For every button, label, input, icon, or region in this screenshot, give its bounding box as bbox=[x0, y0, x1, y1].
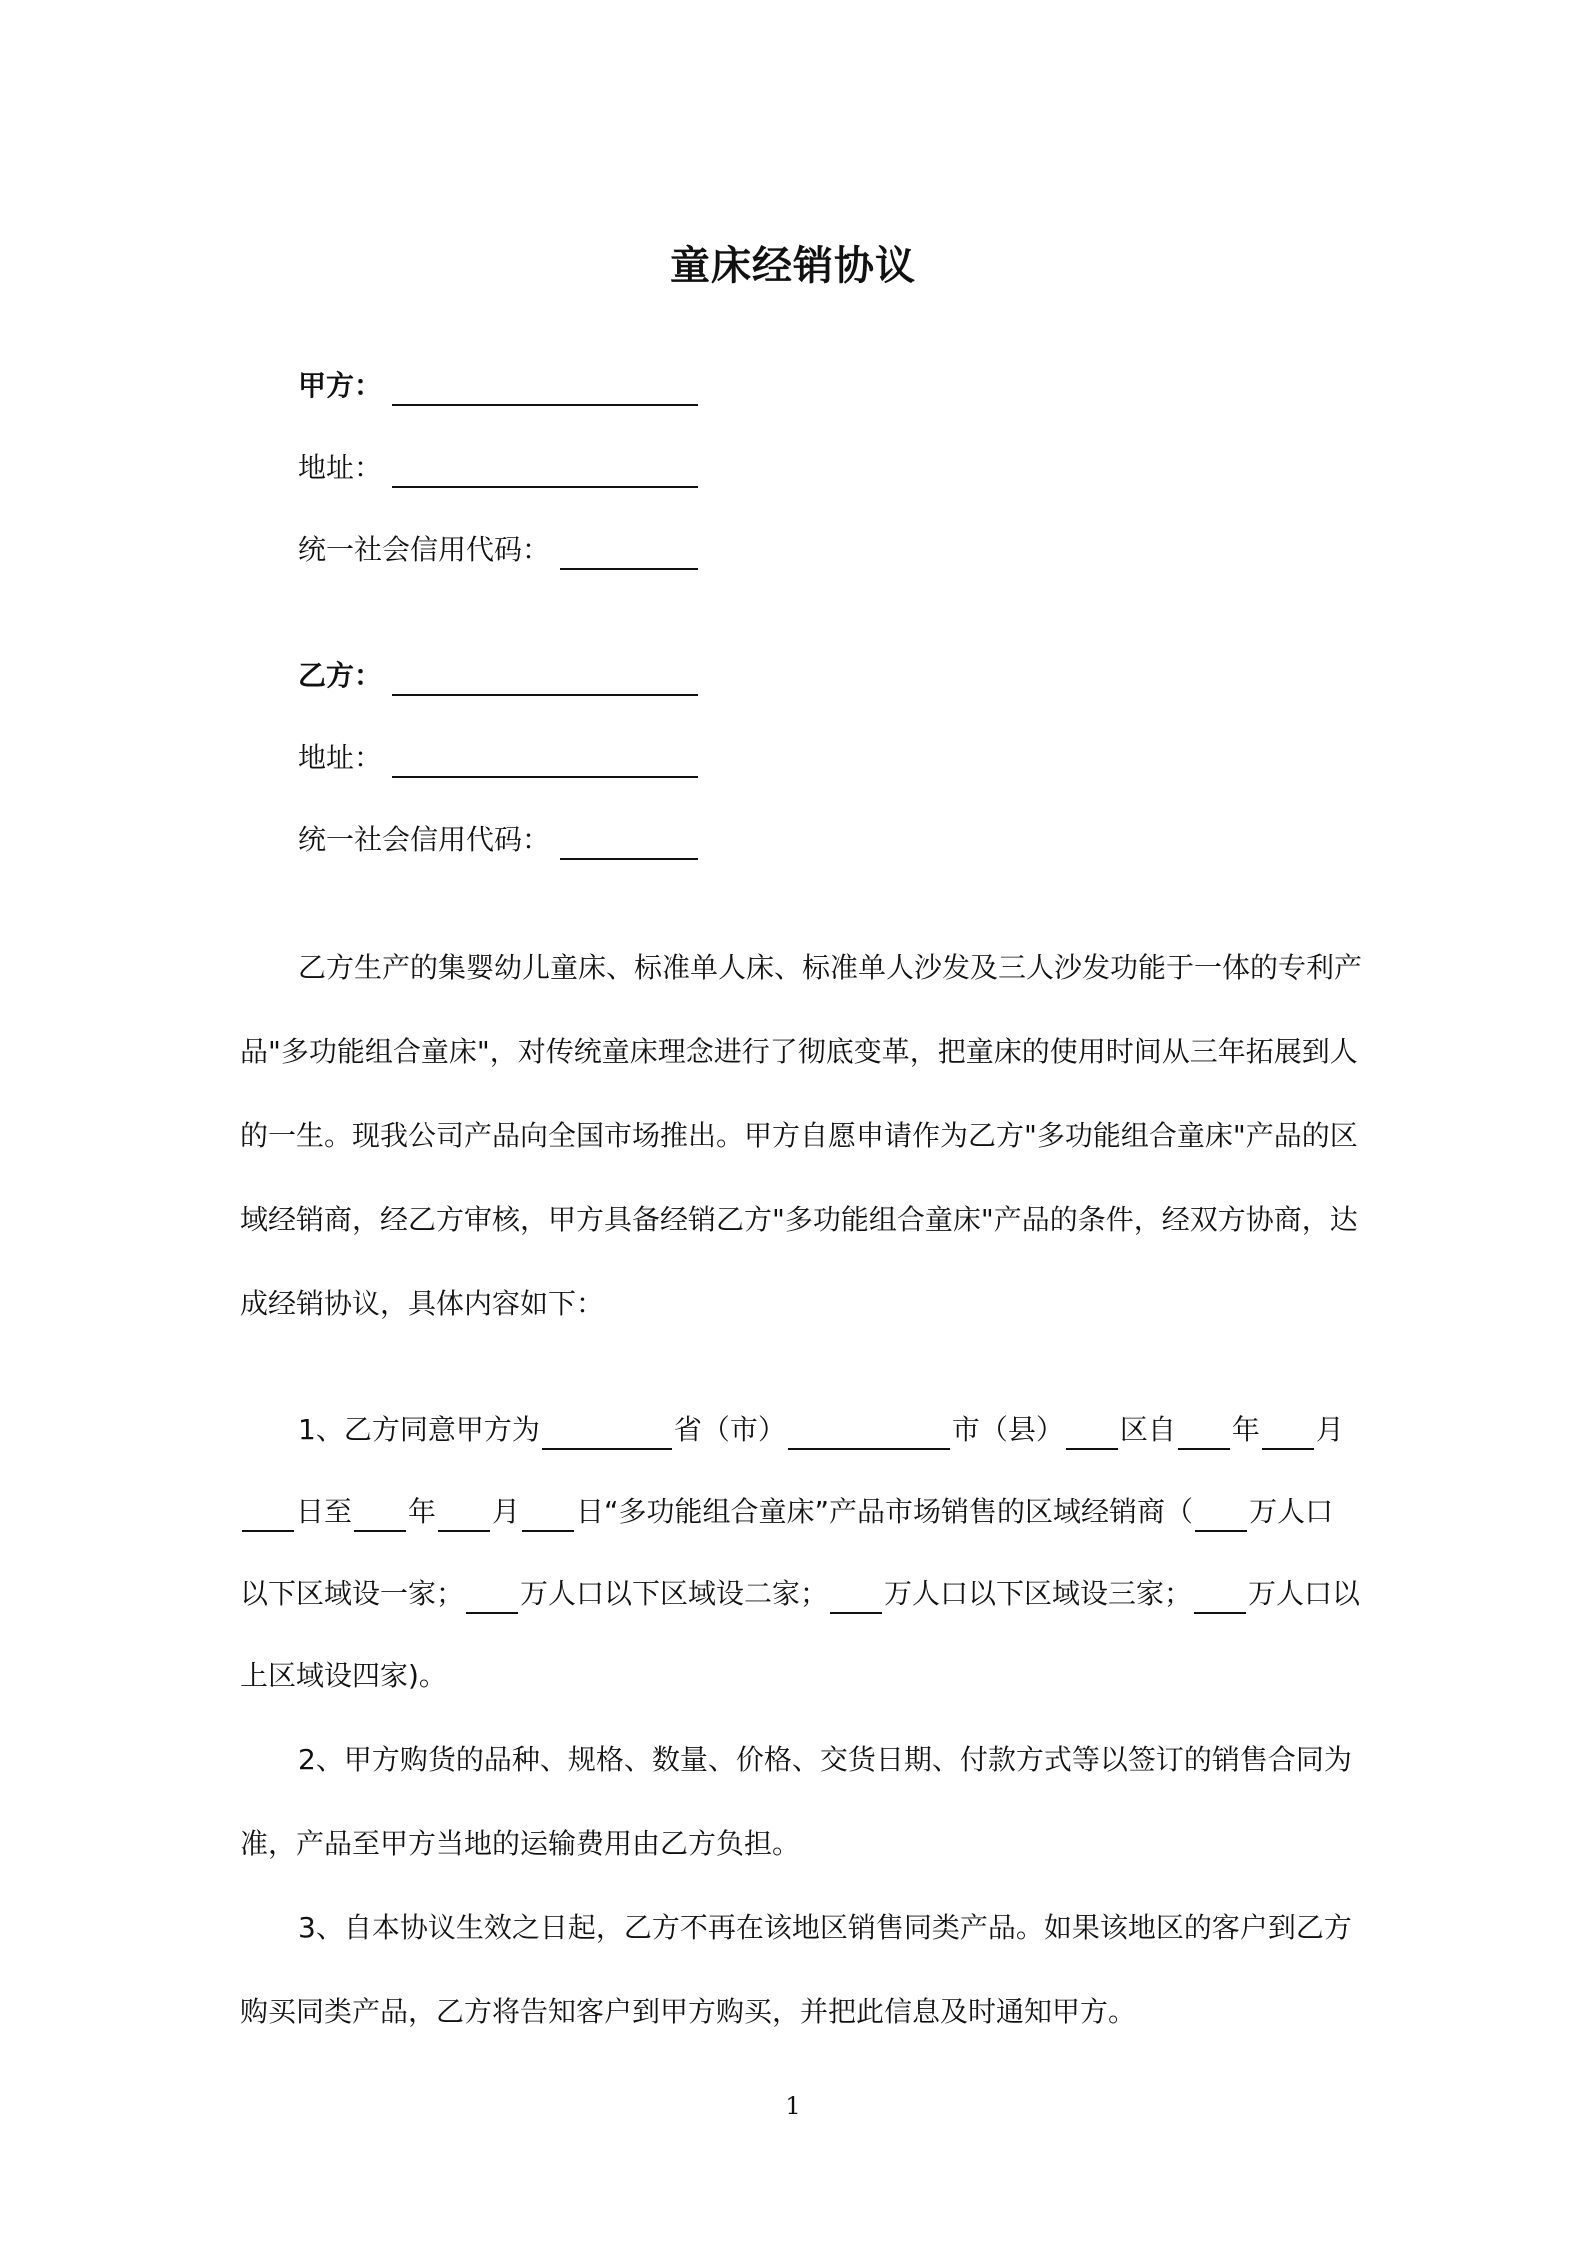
party-b-credit-code-blank[interactable] bbox=[560, 824, 698, 860]
clause-2-line-2: 准，产品至甲方当地的运输费用由乙方负担。 bbox=[240, 1827, 801, 1860]
clause-1-text-e: 年 bbox=[1231, 1413, 1260, 1446]
clause-3-line-2: 购买同类产品，乙方将告知客户到甲方购买，并把此信息及时通知甲方。 bbox=[240, 1995, 1137, 2028]
clause-1-text-o: 万人口以 bbox=[1248, 1577, 1361, 1610]
clause-2-line-1: 2、甲方购货的品种、规格、数量、价格、交货日期、付款方式等以签订的销售合同为 bbox=[298, 1743, 1352, 1776]
clause-1-line-2 bbox=[240, 1492, 1350, 1532]
clause-3-line-1: 3、自本协议生效之日起，乙方不再在该地区销售同类产品。如果该地区的客户到乙方 bbox=[298, 1911, 1352, 1944]
start-day-blank[interactable] bbox=[242, 1500, 294, 1532]
party-a-address-blank[interactable] bbox=[392, 452, 698, 488]
document-title: 童床经销协议 bbox=[670, 243, 916, 289]
party-b-blank[interactable] bbox=[392, 660, 698, 696]
party-a-credit-code-blank[interactable] bbox=[560, 534, 698, 570]
party-b-address-blank[interactable] bbox=[392, 742, 698, 778]
clause-1-text-g: 日至 bbox=[296, 1495, 353, 1528]
district-blank[interactable] bbox=[1066, 1418, 1118, 1450]
clause-1-text-m: 万人口以下区域设二家； bbox=[520, 1577, 829, 1610]
party-a-credit-code-label: 统一社会信用代码： bbox=[298, 533, 551, 566]
intro-line-2: 品"多功能组合童床"，对传统童床理念进行了彻底变革，把童床的使用时间从三年拓展到人 bbox=[240, 1035, 1358, 1068]
clause-1-text-d: 区自 bbox=[1119, 1413, 1176, 1446]
start-month-blank[interactable] bbox=[1262, 1418, 1314, 1450]
party-a-blank[interactable] bbox=[392, 370, 698, 406]
clause-1-text-f: 月 bbox=[1315, 1413, 1344, 1446]
clause-1-text-n: 万人口以下区域设三家； bbox=[884, 1577, 1193, 1610]
party-a-label: 甲方： bbox=[298, 369, 383, 402]
party-a-address-field bbox=[298, 448, 698, 488]
clause-1-text-j: 日“多功能组合童床”产品市场销售的区域经销商（ bbox=[576, 1495, 1194, 1528]
city-blank[interactable] bbox=[788, 1418, 950, 1450]
party-b-label: 乙方： bbox=[298, 659, 383, 692]
intro-line-1: 乙方生产的集婴幼儿童床、标准单人床、标准单人沙发及三人沙发功能于一体的专利产 bbox=[298, 951, 1363, 984]
end-month-blank[interactable] bbox=[438, 1500, 490, 1532]
clause-1-line-3 bbox=[240, 1574, 1361, 1614]
clause-1-text-h: 年 bbox=[408, 1495, 437, 1528]
party-b-address-label: 地址： bbox=[298, 741, 383, 774]
party-b-credit-code-label: 统一社会信用代码： bbox=[298, 823, 551, 856]
population-1-blank[interactable] bbox=[1195, 1500, 1247, 1532]
intro-line-3: 的一生。现我公司产品向全国市场推出。甲方自愿申请作为乙方"多功能组合童床"产品的区 bbox=[240, 1119, 1358, 1152]
province-blank[interactable] bbox=[542, 1418, 672, 1450]
clause-1-text-k: 万人口 bbox=[1249, 1495, 1334, 1528]
intro-line-5: 成经销协议，具体内容如下： bbox=[240, 1287, 605, 1320]
clause-1-text-a: 1、乙方同意甲方为 bbox=[298, 1413, 540, 1446]
clause-1-text-b: 省（市） bbox=[673, 1413, 786, 1446]
start-year-blank[interactable] bbox=[1178, 1418, 1230, 1450]
party-b-address-field bbox=[298, 738, 698, 778]
party-a-credit-code-field bbox=[298, 530, 698, 570]
party-b-field bbox=[298, 656, 698, 696]
clause-1-text-i: 月 bbox=[492, 1495, 521, 1528]
end-year-blank[interactable] bbox=[354, 1500, 406, 1532]
clause-1-text-l: 以下区域设一家； bbox=[240, 1577, 465, 1610]
intro-line-4: 域经销商，经乙方审核，甲方具备经销乙方"多功能组合童床"产品的条件，经双方协商，达 bbox=[240, 1203, 1358, 1236]
clause-1-text-c: 市（县） bbox=[951, 1413, 1064, 1446]
population-4-blank[interactable] bbox=[1194, 1582, 1246, 1614]
population-2-blank[interactable] bbox=[466, 1582, 518, 1614]
party-a-field bbox=[298, 366, 698, 406]
party-b-credit-code-field bbox=[298, 820, 698, 860]
clause-1-line-4: 上区域设四家)。 bbox=[240, 1659, 447, 1692]
party-a-address-label: 地址： bbox=[298, 451, 383, 484]
population-3-blank[interactable] bbox=[830, 1582, 882, 1614]
page-number: 1 bbox=[785, 2092, 801, 2120]
end-day-blank[interactable] bbox=[522, 1500, 574, 1532]
clause-1-line-1 bbox=[298, 1410, 1408, 1450]
